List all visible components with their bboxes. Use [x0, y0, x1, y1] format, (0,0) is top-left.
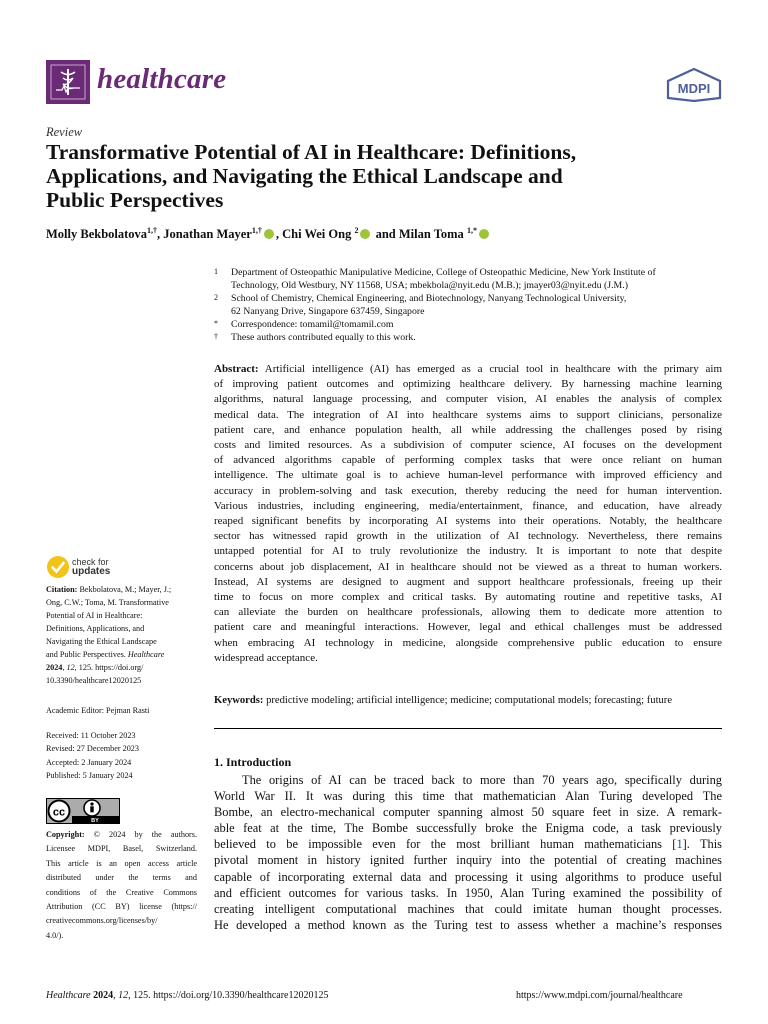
citation-label: Citation: [46, 585, 78, 594]
author-affiliation-mark: 1,† [251, 226, 262, 235]
check-for-updates-label: check for [72, 557, 109, 567]
citation-line: 2024, 12, 125. https://doi.org/ [46, 663, 144, 672]
citation-line: Potential of AI in Healthcare: [46, 611, 143, 620]
affiliation [214, 292, 724, 318]
copyright-line: conditions of the Creative Commons [46, 887, 197, 897]
academic-editor: Academic Editor: Pejman Rasti [46, 706, 150, 715]
keywords [214, 695, 724, 706]
author-list [46, 226, 491, 242]
abstract-line: intelligence. The ultimate goal is to achieve human-level performance with improved efficiency and [214, 469, 722, 482]
author-separator: and [372, 227, 399, 242]
citation-line [46, 583, 196, 596]
copyright-line [46, 828, 197, 842]
citation-doi-link[interactable]: 10.3390/healthcare12020125 [46, 676, 142, 685]
affiliation-line: Department of Osteopathic Manipulative Medicine, College of Osteopathic Medicine, New York Institute of [231, 267, 656, 278]
affiliation-line[interactable]: Correspondence: tomamil@tomamil.com [231, 319, 394, 330]
author-name[interactable]: Molly Bekbolatova [46, 227, 148, 242]
article-type: Review [46, 125, 83, 139]
affiliation-line: Technology, Old Westbury, NY 11568, USA; mbekbola@nyit.edu (M.B.); jmayer03@nyit.edu (J.M.) [231, 280, 628, 291]
footer-year: 2024 [93, 990, 114, 1001]
abstract-label: Abstract: [214, 363, 259, 375]
introduction-text [214, 772, 722, 933]
abstract-line: sector has witnessed rapid growth in the utilization of AI technology. Nevertheless, there remains [214, 530, 722, 543]
copyright-notice [46, 828, 197, 943]
copyright-line: This article is an open access article [46, 858, 197, 868]
abstract-line: costs and limited resources. As a subdivision of computer science, AI focuses on the development [214, 439, 722, 452]
revised-date: Revised: 27 December 2023 [46, 744, 139, 754]
body-line: capable of incorporating external data and processing it using algorithms to produce useful [214, 869, 722, 884]
abstract-line: medical data. The integration of AI into healthcare systems aims to support clinicians, personalize [214, 408, 722, 421]
citation-line: Navigating the Ethical Landscape [46, 637, 157, 646]
citation-text: , 125. https://doi.org/ [74, 663, 144, 672]
author-separator: , [157, 227, 164, 242]
copyright-line: Licensee MDPI, Basel, Switzerland. [46, 844, 197, 854]
body-line [214, 836, 722, 852]
body-line: Bombe, an electro-mechanical computer spanning almost 50 square feet in size. A remark- [214, 805, 722, 820]
citation-line: Ong, C.W.; Toma, M. Transformative [46, 598, 169, 607]
title-line: Public Perspectives [46, 188, 224, 212]
body-line: He developed a method known as the Turing test to assess whether a machine’s responses [214, 917, 722, 932]
citation-journal: Healthcare [127, 650, 165, 659]
orcid-icon[interactable] [264, 229, 274, 239]
footer-citation: Healthcare 2024, 12, 125. https://doi.org/10.3390/healthcare12020125 [46, 990, 329, 1001]
title-line: Transformative Potential of AI in Healthcare: Definitions, [46, 140, 577, 164]
abstract-line: reaped significant benefits by incorporating AI systems into their operations. Notably, the healthcare [214, 515, 722, 528]
affiliations [214, 266, 724, 344]
body-line: creating intelligent computational machines that could imitate human thought processes. [214, 901, 722, 916]
footer-journal: Healthcare [46, 990, 91, 1001]
body-line: World War II. It was during this time that mathematician Alan Turing developed The [214, 789, 722, 804]
body-line: able feat at the time, The Bombe successfully broke the Enigma code, a task previously [214, 821, 722, 836]
abstract-line: of advanced algorithms capable of performing complex tasks that were once reliant on human [214, 454, 722, 467]
title-line: Applications, and Navigating the Ethical Landscape and [46, 164, 563, 188]
equal-contribution-note [214, 331, 724, 344]
abstract-line: when embracing AI technology in medicine, alongside comprehensive public education to ensure [214, 636, 722, 649]
check-for-updates-label: updates [72, 566, 111, 577]
published-date: Published: 5 January 2024 [46, 770, 133, 780]
received-date: Received: 11 October 2023 [46, 731, 136, 740]
citation-year: 2024 [46, 663, 63, 672]
svg-text:cc: cc [52, 806, 66, 819]
article-title [46, 140, 696, 212]
footer-volume: 12 [118, 990, 129, 1001]
body-line: pivotal moment in history ignited further inquiry into the potential of creating machines [214, 853, 722, 868]
abstract-line [214, 362, 722, 377]
check-for-updates-button[interactable] [46, 555, 156, 581]
abstract-line: widespread acceptance. [214, 651, 318, 664]
copyright-line[interactable]: Attribution (CC BY) license (https:// [46, 902, 197, 912]
abstract-line: algorithms, natural language processing, and computer vision, AI enables the analysis of complex [214, 393, 722, 406]
copyright-line: 4.0/). [46, 930, 64, 940]
citation-line [46, 648, 196, 661]
body-line: The origins of AI can be traced back to more than 70 years ago, specifically during [242, 773, 722, 787]
copyright-text: © 2024 by the authors. [84, 830, 197, 839]
abstract [214, 362, 722, 666]
abstract-line: patient care, and enhance population health, all while addressing the challenges posed by rising [214, 423, 722, 436]
citation-volume: 12 [66, 663, 75, 672]
abstract-line: untapped potential for AI to truly revolutionize the industry. It is important to note that despite [214, 545, 722, 558]
keywords-label: Keywords: [214, 695, 264, 706]
author-affiliation-mark: 1,† [147, 226, 158, 235]
keywords-text: predictive modeling; artificial intelligence; medicine; computational models; forecasting; future [263, 695, 673, 706]
copyright-label: Copyright: [46, 830, 85, 839]
orcid-icon[interactable] [360, 229, 370, 239]
author-name[interactable]: Jonathan Mayer [163, 227, 252, 242]
abstract-line: Instead, AI systems are designed to augment and support healthcare professionals, freeing up their [214, 575, 722, 588]
affiliation [214, 266, 724, 292]
abstract-line: Various industries, including engineering, media/entertainment, finance, and education, have already [214, 499, 722, 512]
affiliation-line: 62 Nanyang Drive, Singapore 637459, Singapore [231, 306, 425, 317]
footer-journal-url[interactable]: https://www.mdpi.com/journal/healthcare [516, 990, 683, 1001]
section-heading: 1. Introduction [214, 755, 292, 769]
affiliation-mark: † [214, 332, 218, 341]
citation-text: and Public Perspectives. [46, 650, 128, 659]
affiliation-mark: 2 [214, 293, 218, 302]
abstract-line: concerns about job displacement, AI in healthcare should not be viewed as a threat to human workers. [214, 560, 722, 573]
affiliation-mark: * [214, 319, 218, 328]
mdpi-logo-icon [666, 68, 722, 102]
author-name[interactable]: Milan Toma [398, 227, 464, 242]
abstract-line: time to focus on more complex and critical tasks. By automating routine and repetitive tasks, AI [214, 591, 722, 604]
correspondence [214, 318, 724, 331]
citation-line: Definitions, Applications, and [46, 624, 145, 633]
publication-dates [46, 729, 139, 782]
body-text: ]. This [682, 837, 722, 852]
body-line: and efficient outcomes for various tasks. In 1950, Alan Turing examined the possibility of [214, 885, 722, 900]
author-name[interactable]: Chi Wei Ong [282, 227, 352, 242]
section-divider [214, 728, 722, 729]
journal-name: healthcare [97, 63, 227, 95]
copyright-line: distributed under the terms and [46, 873, 197, 883]
journal-logo-icon [46, 60, 90, 104]
abstract-line: of improving patient outcomes and optimizing healthcare delivery. By harnessing machine learning [214, 378, 722, 391]
affiliation-line: School of Chemistry, Chemical Engineering, and Biotechnology, Nanyang Technological University, [231, 293, 627, 304]
body-text: believed to be impossible even for the most brilliant human mathematicians [ [214, 837, 677, 852]
cc-by-label: BY [91, 818, 99, 824]
author-affiliation-mark: 2 [354, 226, 359, 235]
abstract-text: Artificial intelligence (AI) has emerged as a crucial tool in healthcare with the primary aim [258, 363, 722, 375]
footer-doi-link[interactable]: , 125. https://doi.org/10.3390/healthcare12020125 [128, 990, 329, 1001]
abstract-line: accuracy in problem-solving and task execution, thereby reducing the need for human intervention. [214, 484, 722, 497]
accepted-date: Accepted: 2 January 2024 [46, 757, 132, 767]
cc-by-license-icon[interactable] [46, 798, 120, 824]
affiliation-line: These authors contributed equally to this work. [231, 332, 416, 343]
publisher-name: MDPI [677, 81, 711, 96]
orcid-icon[interactable] [479, 229, 489, 239]
author-affiliation-mark: 1,* [466, 226, 477, 235]
reference-link[interactable]: 1 [676, 837, 683, 852]
check-for-updates-icon [46, 555, 70, 579]
copyright-line[interactable]: creativecommons.org/licenses/by/ [46, 916, 158, 926]
abstract-line: can alleviate the burden on healthcare professionals, allowing them to dedicate more attention to [214, 606, 722, 619]
author-separator: , [275, 227, 283, 242]
citation-text: Bekbolatova, M.; Mayer, J.; [77, 585, 172, 594]
abstract-line: patient care and meaningful interactions. However, legal and ethical challenges must be addressed [214, 621, 722, 634]
affiliation-mark: 1 [214, 267, 218, 276]
citation-block [46, 583, 196, 687]
